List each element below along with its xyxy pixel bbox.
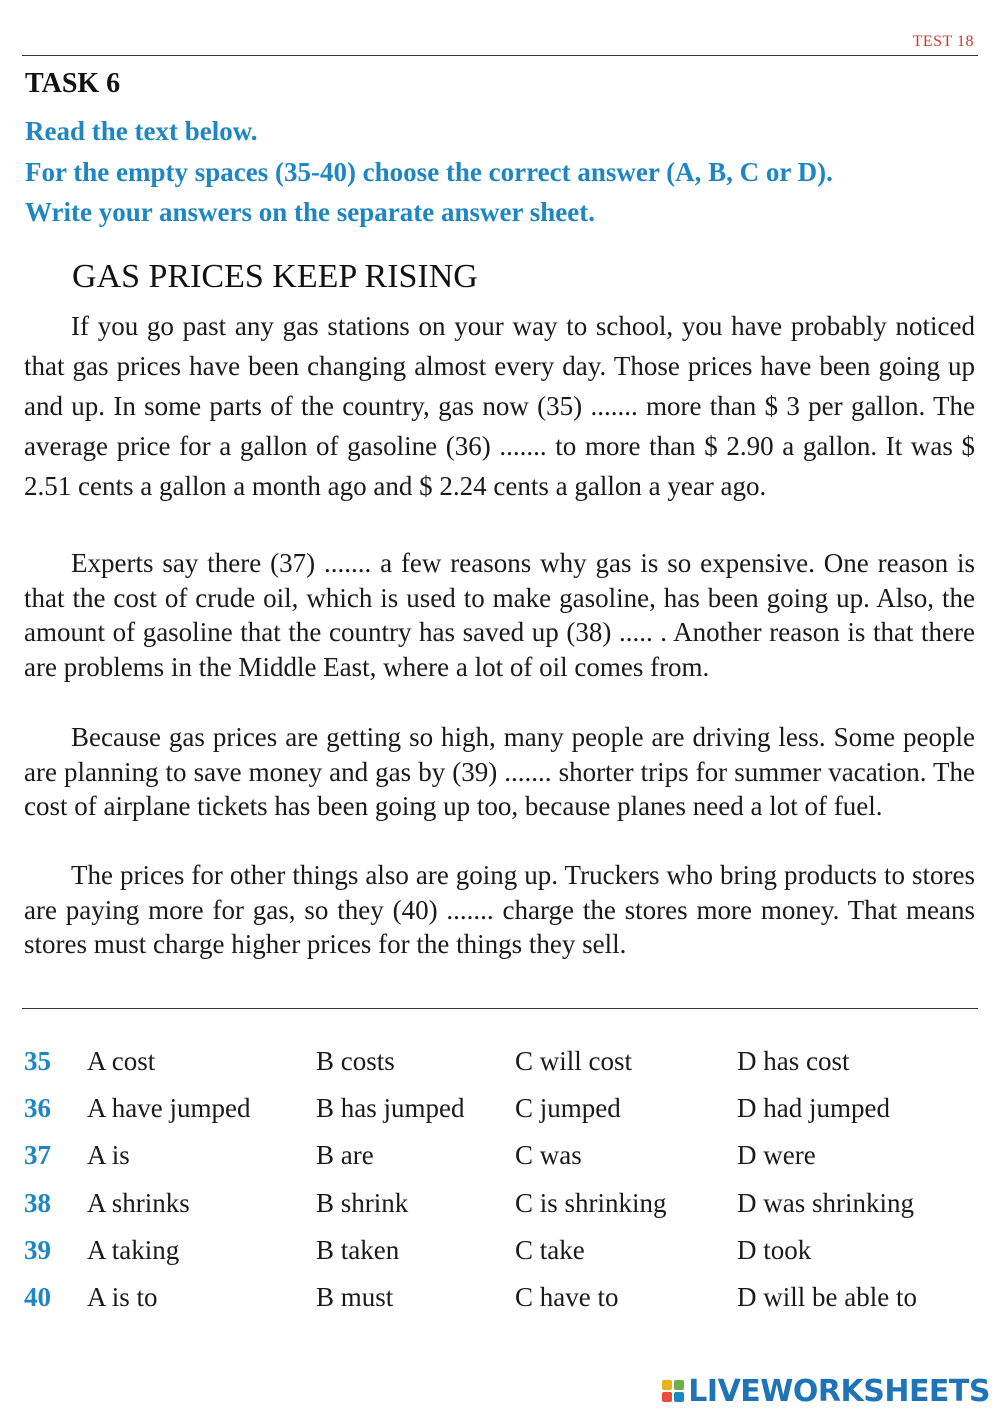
question-number: 38 [24, 1187, 51, 1218]
article-paragraph: Experts say there (37) ....... a few reasons why gas is so expensive. One reason is that the cost of crude oil, which is used to make gasoline, has been going up. Also, the amount of gasoline that the country has saved up (38) ..... . Another reason is that there are problems in the Middle East, where a lot of oil comes from. [24, 548, 975, 682]
question-row [24, 1180, 974, 1227]
answer-options-table [24, 1038, 974, 1321]
option-a[interactable]: A cost [87, 1046, 156, 1077]
instruction-line: Read the text below. [25, 116, 258, 146]
logo-text: LIVEWORKSHEETS [688, 1373, 990, 1409]
option-a[interactable]: A taking [87, 1234, 180, 1265]
option-d[interactable]: D has cost [737, 1046, 850, 1077]
question-row [24, 1274, 974, 1321]
option-c[interactable]: C jumped [515, 1093, 621, 1124]
test-number-label: TEST 18 [912, 33, 974, 50]
option-d[interactable]: D will be able to [737, 1282, 917, 1313]
option-c[interactable]: C is shrinking [515, 1187, 667, 1218]
option-a[interactable]: A is to [87, 1282, 158, 1313]
article-title: GAS PRICES KEEP RISING [72, 258, 478, 295]
logo-square [662, 1380, 672, 1390]
question-number: 40 [24, 1282, 51, 1313]
question-row [24, 1085, 974, 1132]
instruction-line: For the empty spaces (35-40) choose the correct answer (A, B, C or D). [25, 157, 833, 187]
liveworksheets-logo-icon [662, 1380, 684, 1402]
logo-square [674, 1392, 684, 1402]
section-divider [22, 1008, 978, 1009]
option-c[interactable]: C was [515, 1140, 582, 1171]
option-c[interactable]: C will cost [515, 1046, 633, 1077]
option-a[interactable]: A shrinks [87, 1187, 190, 1218]
option-d[interactable]: D were [737, 1140, 816, 1171]
question-row [24, 1038, 974, 1085]
article-paragraph: If you go past any gas stations on your way to school, you have probably noticed that gas prices have been changing almost every day. Those prices have been going up and up. In some parts of the country, gas now (35) ....... more than $ 3 per gallon. The average price for a gallon of gasoline (36) ....... to more than $ 2.90 a gallon. It was $ 2.51 cents a gallon a month ago and $ 2.24 cents a gallon a year ago. [24, 311, 975, 501]
option-b[interactable]: B costs [316, 1046, 395, 1077]
option-c[interactable]: C have to [515, 1282, 619, 1313]
instruction-line: Write your answers on the separate answer sheet. [25, 197, 595, 227]
task-title: TASK 6 [25, 68, 121, 99]
top-divider [22, 55, 978, 56]
logo-square [674, 1380, 684, 1390]
option-b[interactable]: B shrink [316, 1187, 409, 1218]
question-number: 37 [24, 1140, 51, 1171]
liveworksheets-logo[interactable] [662, 1373, 990, 1409]
option-d[interactable]: D took [737, 1234, 812, 1265]
option-a[interactable]: A have jumped [87, 1093, 251, 1124]
logo-square [662, 1392, 672, 1402]
question-number: 36 [24, 1093, 51, 1124]
option-b[interactable]: B are [316, 1140, 374, 1171]
option-c[interactable]: C take [515, 1234, 585, 1265]
option-b[interactable]: B must [316, 1282, 394, 1313]
question-number: 39 [24, 1234, 51, 1265]
option-a[interactable]: A is [87, 1140, 130, 1171]
option-d[interactable]: D was shrinking [737, 1187, 914, 1218]
option-b[interactable]: B has jumped [316, 1093, 465, 1124]
question-row [24, 1132, 974, 1179]
question-row [24, 1227, 974, 1274]
article-paragraph: Because gas prices are getting so high, many people are driving less. Some people are planning to save money and gas by (39) ....... shorter trips for summer vacation. The cost of airplane tickets has been going up too, because planes need a lot of fuel. [24, 722, 975, 821]
question-number: 35 [24, 1046, 51, 1077]
option-d[interactable]: D had jumped [737, 1093, 890, 1124]
option-b[interactable]: B taken [316, 1234, 400, 1265]
article-paragraph: The prices for other things also are going up. Truckers who bring products to stores are paying more for gas, so they (40) ....... charge the stores more money. That means stores must charge higher prices for the things they sell. [24, 860, 975, 959]
